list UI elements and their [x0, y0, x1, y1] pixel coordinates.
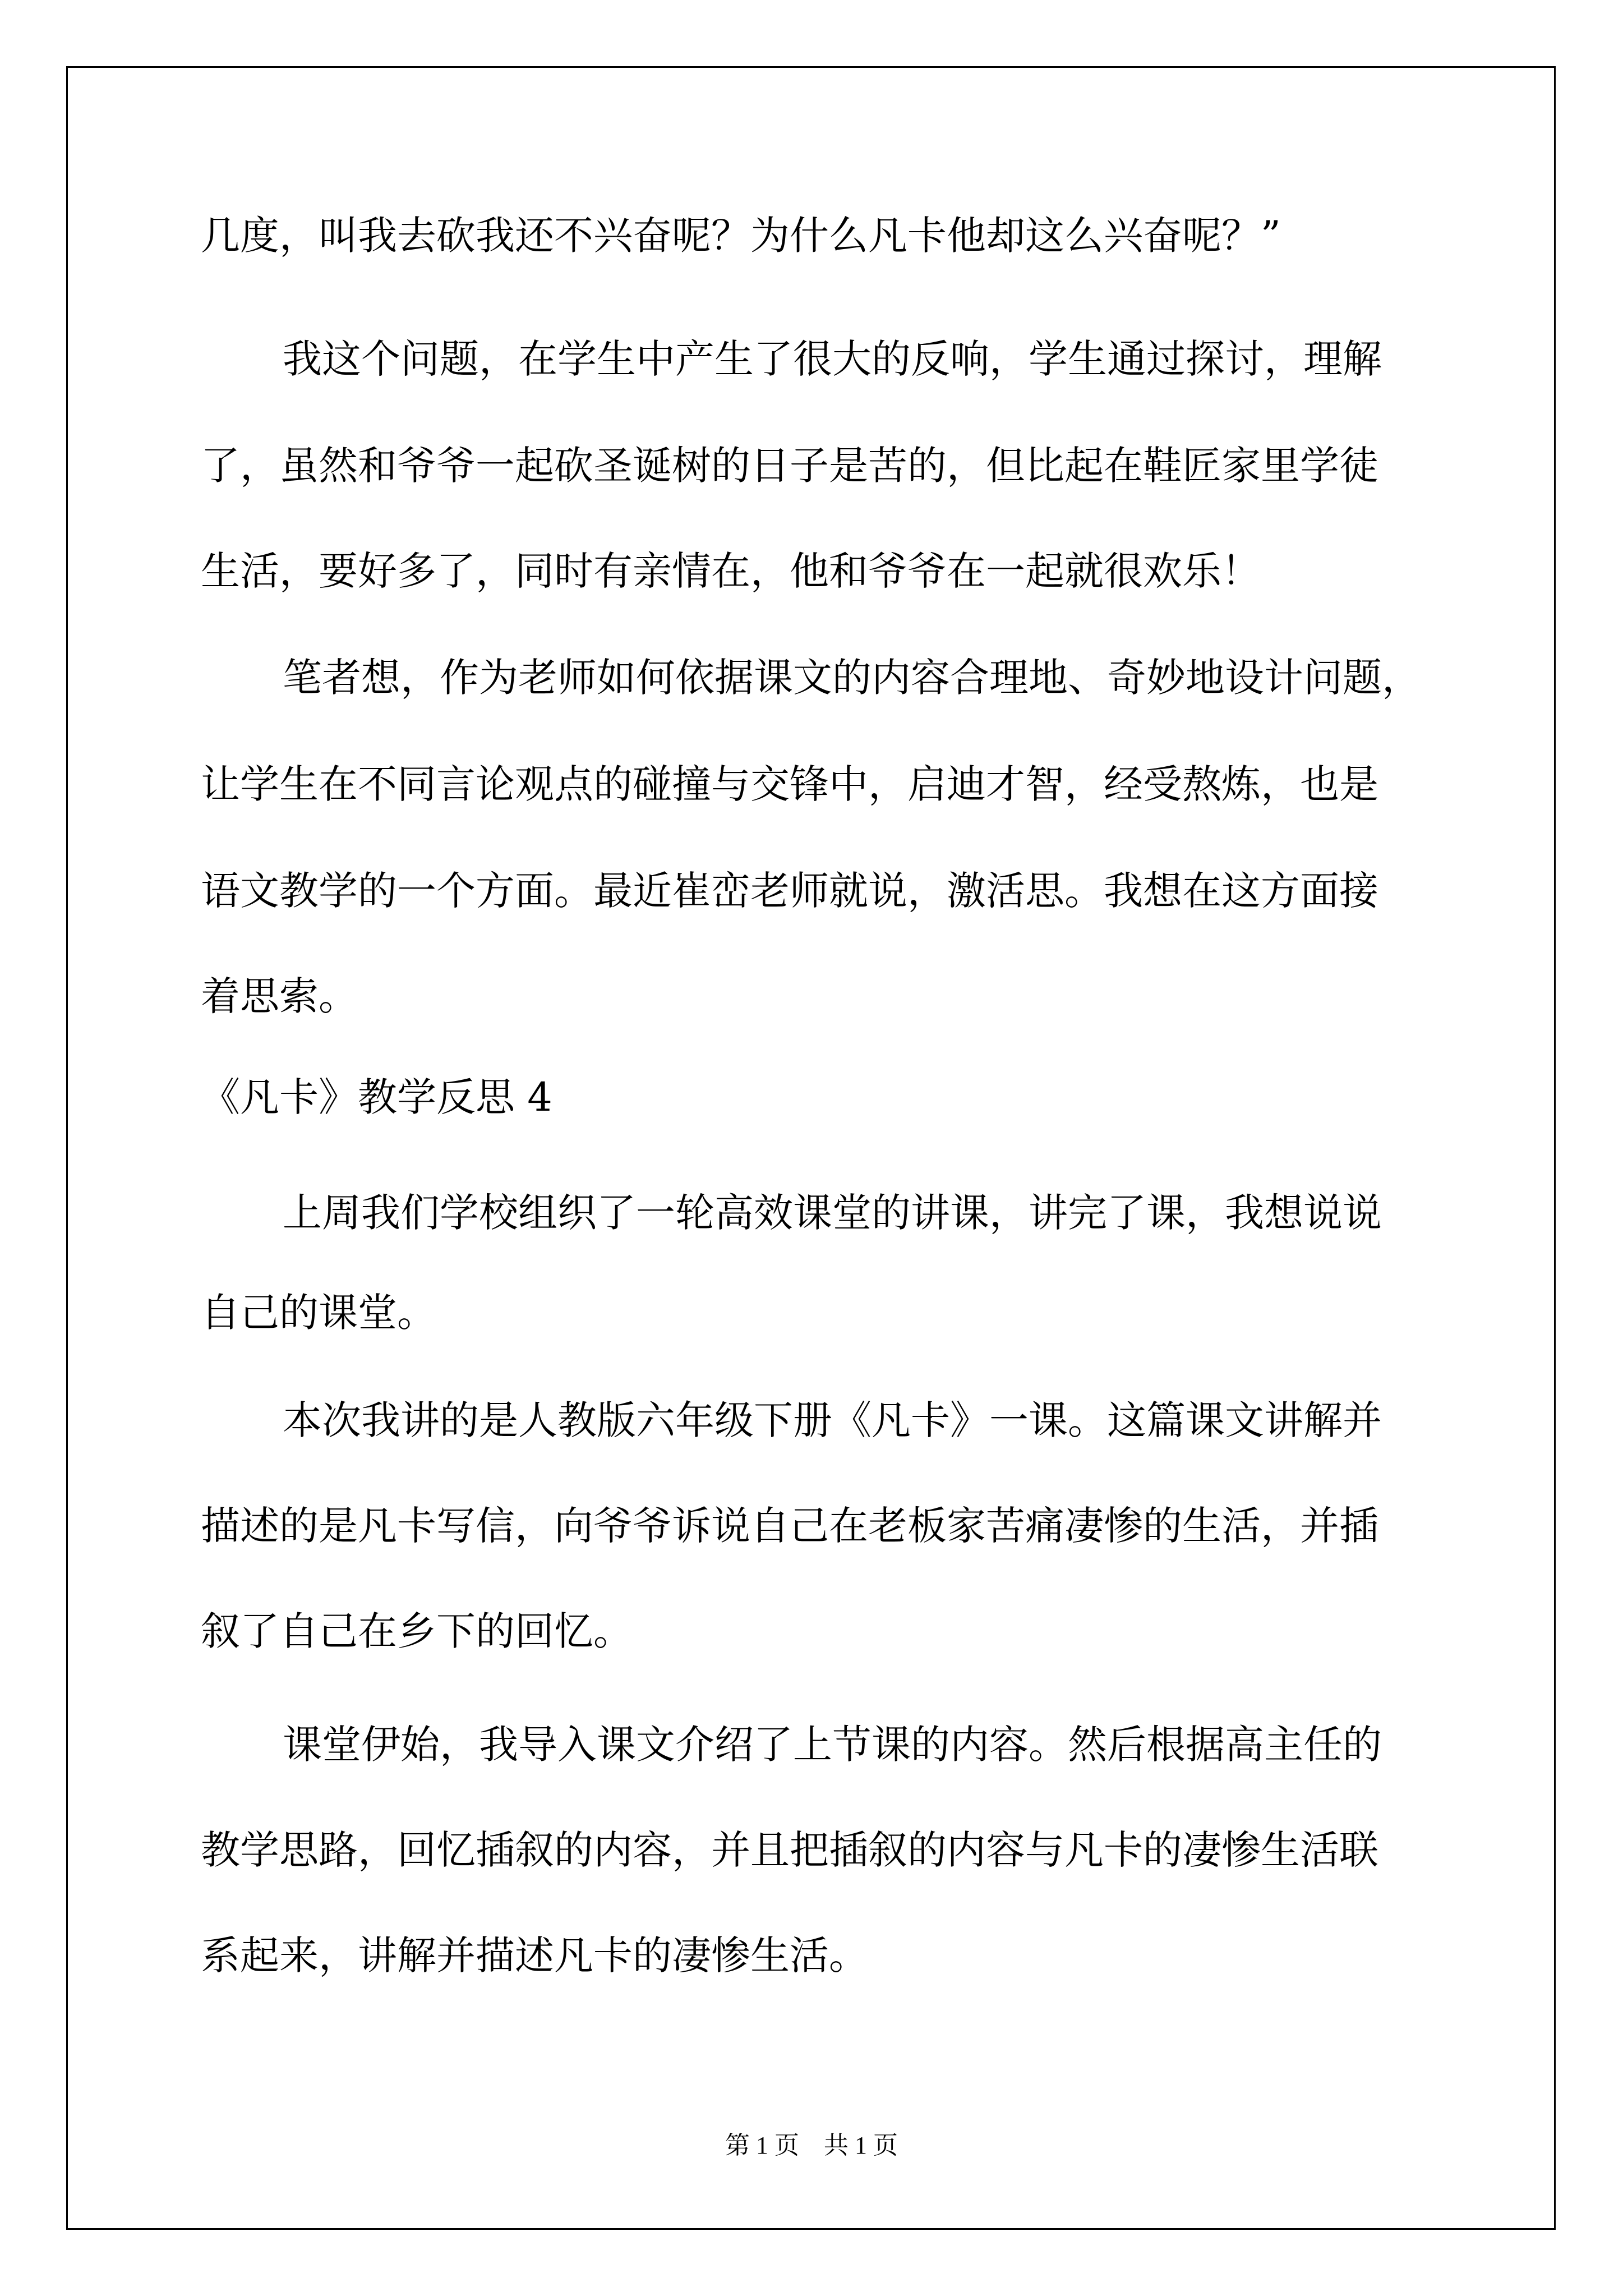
text-line: 我这个问题，在学生中产生了很大的反响，学生通过探讨，理解: [283, 336, 1382, 382]
text-line: 教学思路，回忆插叙的内容，并且把插叙的内容与凡卡的凄惨生活联: [201, 1827, 1378, 1873]
text-line: 系起来，讲解并描述凡卡的凄惨生活。: [201, 1932, 868, 1978]
page-border: [66, 66, 1556, 2230]
text-line: 生活，要好多了，同时有亲情在，他和爷爷在一起就很欢乐！: [201, 548, 1261, 594]
text-line: 着思索。: [201, 973, 358, 1019]
page-footer: 第 1 页 共 1 页: [725, 2132, 898, 2159]
text-line: 叙了自己在乡下的回忆。: [201, 1608, 633, 1654]
text-line: 自己的课堂。: [201, 1290, 436, 1336]
text-line: 笔者想，作为老师如何依据课文的内容合理地、奇妙地设计问题，: [283, 655, 1421, 701]
text-line: 本次我讲的是人教版六年级下册《凡卡》一课。这篇课文讲解并: [283, 1397, 1382, 1443]
text-line: 让学生在不同言论观点的碰撞与交锋中，启迪才智，经受熬炼，也是: [201, 761, 1378, 807]
text-line: 语文教学的一个方面。最近崔峦老师就说，激活思。我想在这方面接: [201, 868, 1378, 914]
text-line: 描述的是凡卡写信，向爷爷诉说自己在老板家苦痛凄惨的生活，并插: [201, 1503, 1378, 1549]
text-line: 了，虽然和爷爷一起砍圣诞树的日子是苦的，但比起在鞋匠家里学徒: [201, 443, 1378, 489]
text-line: 课堂伊始，我导入课文介绍了上节课的内容。然后根据高主任的: [283, 1722, 1382, 1768]
section-heading: 《凡卡》教学反思 4: [201, 1074, 552, 1120]
text-line: 几度，叫我去砍我还不兴奋呢？为什么凡卡他却这么兴奋呢？”: [201, 213, 1281, 259]
text-line: 上周我们学校组织了一轮高效课堂的讲课，讲完了课，我想说说: [283, 1190, 1382, 1236]
